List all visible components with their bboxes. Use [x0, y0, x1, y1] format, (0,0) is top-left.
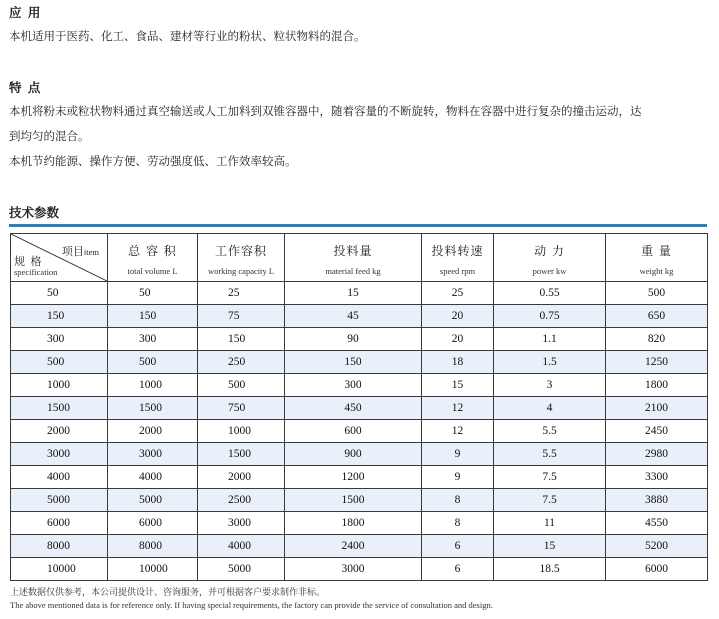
table-row [11, 328, 708, 351]
cell-working-capacity: 75 [198, 305, 285, 328]
cell-spec: 8000 [11, 535, 108, 558]
cell-spec: 300 [11, 328, 108, 351]
cell-spec: 4000 [11, 466, 108, 489]
table-row [11, 443, 708, 466]
cell-total-volume: 500 [108, 351, 198, 374]
application-text: 本机适用于医药、化工、食品、建材等行业的粉状、粒状物料的混合。 [9, 29, 366, 43]
tech-params-title: 技术参数 [9, 205, 60, 220]
table-row [11, 374, 708, 397]
table-row [11, 351, 708, 374]
cell-working-capacity: 500 [198, 374, 285, 397]
cell-total-volume: 2000 [108, 420, 198, 443]
cell-material-feed: 300 [285, 374, 422, 397]
cell-material-feed: 900 [285, 443, 422, 466]
cell-total-volume: 5000 [108, 489, 198, 512]
footnote-en: The above mentioned data is for reference only. If having special requirements, the factory can provide the service of consultation and design. [10, 600, 493, 610]
cell-power: 1.5 [494, 351, 606, 374]
cell-weight: 2450 [606, 420, 708, 443]
cell-weight: 500 [606, 282, 708, 305]
table-row [11, 558, 708, 581]
features-line-1: 本机将粉末或粒状物料通过真空输送或人工加料到双锥容器中，随着容量的不断旋转，物料在容器中进行复杂的撞击运动，达 [9, 104, 642, 118]
cell-working-capacity: 2500 [198, 489, 285, 512]
cell-total-volume: 150 [108, 305, 198, 328]
cell-power: 5.5 [494, 443, 606, 466]
cell-weight: 5200 [606, 535, 708, 558]
table-row [11, 282, 708, 305]
cell-material-feed: 1500 [285, 489, 422, 512]
header-material-feed: 投料量 material feed kg [285, 234, 422, 282]
cell-speed: 9 [422, 443, 494, 466]
cell-weight: 6000 [606, 558, 708, 581]
cell-total-volume: 300 [108, 328, 198, 351]
cell-power: 7.5 [494, 466, 606, 489]
cell-spec: 5000 [11, 489, 108, 512]
cell-weight: 2980 [606, 443, 708, 466]
cell-power: 5.5 [494, 420, 606, 443]
cell-speed: 12 [422, 420, 494, 443]
table-row [11, 489, 708, 512]
cell-speed: 20 [422, 328, 494, 351]
cell-working-capacity: 1500 [198, 443, 285, 466]
cell-material-feed: 90 [285, 328, 422, 351]
cell-power: 3 [494, 374, 606, 397]
table-row [11, 512, 708, 535]
features-title: 特 点 [9, 80, 42, 95]
cell-working-capacity: 5000 [198, 558, 285, 581]
cell-material-feed: 1200 [285, 466, 422, 489]
header-total-volume: 总 容 积 total volume L [108, 234, 198, 282]
cell-spec: 10000 [11, 558, 108, 581]
cell-speed: 15 [422, 374, 494, 397]
cell-spec: 1500 [11, 397, 108, 420]
cell-working-capacity: 150 [198, 328, 285, 351]
cell-spec: 500 [11, 351, 108, 374]
cell-weight: 3880 [606, 489, 708, 512]
cell-total-volume: 6000 [108, 512, 198, 535]
header-weight: 重 量 weight kg [606, 234, 708, 282]
cell-total-volume: 50 [108, 282, 198, 305]
cell-material-feed: 3000 [285, 558, 422, 581]
cell-speed: 25 [422, 282, 494, 305]
cell-total-volume: 10000 [108, 558, 198, 581]
header-speed: 投料转速 speed rpm [422, 234, 494, 282]
cell-working-capacity: 250 [198, 351, 285, 374]
features-line-2: 到均匀的混合。 [9, 129, 90, 143]
cell-power: 4 [494, 397, 606, 420]
table-row [11, 535, 708, 558]
cell-working-capacity: 750 [198, 397, 285, 420]
cell-weight: 1250 [606, 351, 708, 374]
cell-speed: 18 [422, 351, 494, 374]
header-power: 动 力 power kw [494, 234, 606, 282]
cell-speed: 8 [422, 512, 494, 535]
cell-material-feed: 15 [285, 282, 422, 305]
cell-speed: 20 [422, 305, 494, 328]
cell-power: 7.5 [494, 489, 606, 512]
table-row [11, 397, 708, 420]
cell-spec: 2000 [11, 420, 108, 443]
table-row [11, 305, 708, 328]
cell-speed: 12 [422, 397, 494, 420]
cell-material-feed: 600 [285, 420, 422, 443]
cell-material-feed: 150 [285, 351, 422, 374]
table-header-row [11, 234, 708, 282]
spec-table [10, 233, 708, 581]
application-title: 应 用 [9, 5, 42, 20]
cell-material-feed: 45 [285, 305, 422, 328]
cell-total-volume: 1500 [108, 397, 198, 420]
header-working-capacity: 工作容积 working capacity L [198, 234, 285, 282]
cell-weight: 820 [606, 328, 708, 351]
cell-working-capacity: 1000 [198, 420, 285, 443]
cell-spec: 1000 [11, 374, 108, 397]
cell-speed: 9 [422, 466, 494, 489]
table-row [11, 466, 708, 489]
features-line-3: 本机节约能源、操作方便、劳动强度低、工作效率较高。 [9, 154, 297, 168]
cell-power: 0.55 [494, 282, 606, 305]
cell-spec: 50 [11, 282, 108, 305]
table-row [11, 420, 708, 443]
cell-material-feed: 450 [285, 397, 422, 420]
cell-weight: 650 [606, 305, 708, 328]
cell-total-volume: 1000 [108, 374, 198, 397]
cell-power: 18.5 [494, 558, 606, 581]
cell-power: 0.75 [494, 305, 606, 328]
cell-spec: 6000 [11, 512, 108, 535]
cell-material-feed: 1800 [285, 512, 422, 535]
cell-power: 1.1 [494, 328, 606, 351]
corner-spec-label-en: specification [14, 267, 58, 277]
corner-item-label: 项目item [61, 245, 99, 258]
cell-total-volume: 4000 [108, 466, 198, 489]
cell-working-capacity: 25 [198, 282, 285, 305]
cell-speed: 6 [422, 535, 494, 558]
corner-spec-label-cn: 规 格 [14, 255, 43, 268]
cell-weight: 1800 [606, 374, 708, 397]
cell-working-capacity: 3000 [198, 512, 285, 535]
cell-working-capacity: 4000 [198, 535, 285, 558]
cell-material-feed: 2400 [285, 535, 422, 558]
section-divider [9, 224, 707, 227]
cell-weight: 2100 [606, 397, 708, 420]
corner-header-cell [11, 234, 108, 282]
footnote-cn: 上述数据仅供参考，本公司提供设计、咨询服务，并可根据客户要求制作非标。 [10, 588, 326, 598]
cell-weight: 3300 [606, 466, 708, 489]
cell-working-capacity: 2000 [198, 466, 285, 489]
cell-total-volume: 8000 [108, 535, 198, 558]
cell-total-volume: 3000 [108, 443, 198, 466]
cell-speed: 8 [422, 489, 494, 512]
cell-speed: 6 [422, 558, 494, 581]
cell-spec: 3000 [11, 443, 108, 466]
cell-power: 11 [494, 512, 606, 535]
cell-power: 15 [494, 535, 606, 558]
cell-spec: 150 [11, 305, 108, 328]
cell-weight: 4550 [606, 512, 708, 535]
